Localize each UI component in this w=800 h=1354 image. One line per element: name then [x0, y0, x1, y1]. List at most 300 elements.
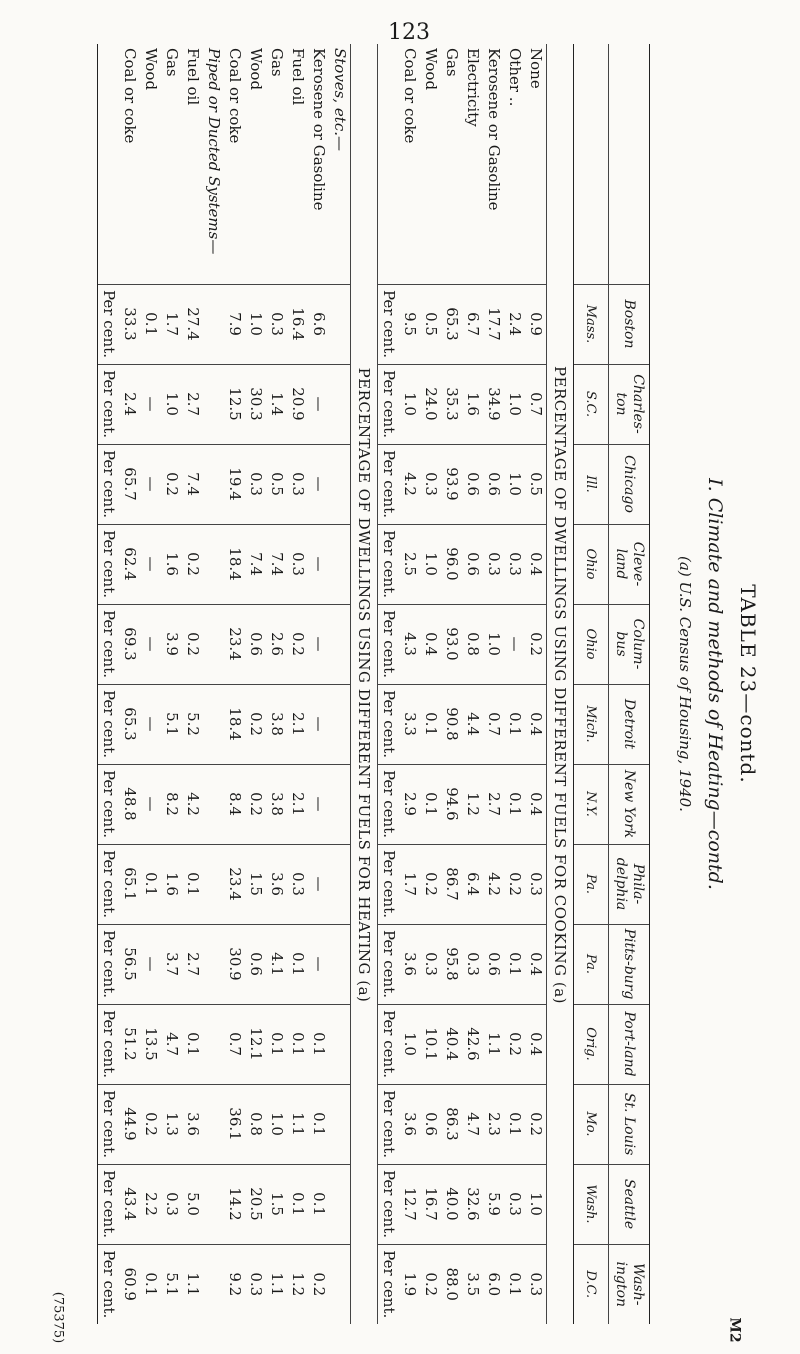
- table-cell: 3.8: [266, 764, 287, 844]
- table-cell: Per cent.: [378, 524, 400, 604]
- table-cell: 2.1: [287, 684, 308, 764]
- table-cell: 48.8: [119, 764, 140, 844]
- row-label: Other ..: [506, 48, 524, 107]
- table-cell: 1.1: [182, 1244, 203, 1324]
- column-header-state: Ohio: [574, 604, 609, 684]
- table-cell: Per cent.: [98, 1244, 120, 1324]
- table-cell: 23.4: [224, 844, 245, 924]
- table-cell: 4.4: [462, 684, 483, 764]
- table-cell: 0.5: [266, 444, 287, 524]
- column-header-state: Ill.: [574, 444, 609, 524]
- row-label: [378, 44, 400, 284]
- table-cell: 0.7: [224, 1004, 245, 1084]
- table-cell: Per cent.: [98, 1004, 120, 1084]
- table-cell: 0.1: [420, 684, 441, 764]
- table-cell: —: [140, 364, 161, 444]
- table-cell: 23.4: [224, 604, 245, 684]
- table-cell: 0.3: [483, 524, 504, 604]
- row-label: Kerosene or Gasoline: [485, 48, 503, 211]
- table-cell: 0.4: [525, 764, 547, 844]
- table-cell: 4.3: [399, 604, 420, 684]
- margin-mark: M2: [726, 1317, 743, 1343]
- table-cell: 5.1: [161, 1244, 182, 1324]
- table-cell: 1.5: [266, 1164, 287, 1244]
- table-cell: Per cent.: [98, 764, 120, 844]
- table-cell: 0.2: [420, 844, 441, 924]
- table-row: [119, 44, 140, 1324]
- table-cell: 1.1: [266, 1244, 287, 1324]
- table-cell: 0.4: [525, 684, 547, 764]
- row-label: Coal or coke: [226, 48, 244, 144]
- table-cell: 96.0: [441, 524, 462, 604]
- group-label: Stoves, etc.—: [331, 48, 349, 151]
- row-label: Kerosene or Gasoline: [310, 48, 328, 211]
- table-cell: 2.6: [266, 604, 287, 684]
- table-cell: —: [308, 604, 329, 684]
- table-cell: 1.7: [161, 284, 182, 364]
- column-header-region: Detroit: [609, 684, 650, 764]
- table-cell: 0.3: [245, 1244, 266, 1324]
- table-cell: 86.3: [441, 1084, 462, 1164]
- table-cell: 0.9: [525, 284, 547, 364]
- table-cell: 27.4: [182, 284, 203, 364]
- table-cell: 60.9: [119, 1244, 140, 1324]
- section-row: [547, 44, 574, 1324]
- table-row: [525, 44, 547, 1324]
- table-subtitle: I. Climate and methods of Heating—contd.: [704, 478, 726, 890]
- table-cell: 0.3: [245, 444, 266, 524]
- table-cell: 4.2: [399, 444, 420, 524]
- table-cell: 65.3: [119, 684, 140, 764]
- table-cell: Per cent.: [98, 364, 120, 444]
- table-row: [245, 44, 266, 1324]
- table-cell: 36.1: [224, 1084, 245, 1164]
- row-label: Gas: [443, 48, 461, 77]
- table-cell: —: [308, 444, 329, 524]
- column-header-state: Mich.: [574, 684, 609, 764]
- table-cell: 0.2: [525, 604, 547, 684]
- column-header-state: D.C.: [574, 1244, 609, 1324]
- table-cell: 1.1: [483, 1004, 504, 1084]
- table-cell: 1.1: [287, 1084, 308, 1164]
- job-number: (75375): [50, 1291, 66, 1344]
- table-cell: 0.2: [504, 1004, 525, 1084]
- table-cell: 7.4: [182, 444, 203, 524]
- table-cell: 0.1: [287, 1004, 308, 1084]
- row-label: Gas: [268, 48, 286, 77]
- table-cell: 90.8: [441, 684, 462, 764]
- table-cell: 0.1: [308, 1164, 329, 1244]
- table-cell: —: [140, 764, 161, 844]
- table-cell: 0.2: [161, 444, 182, 524]
- column-header-region: Colum-bus: [609, 604, 650, 684]
- empty-cell: [203, 524, 224, 604]
- table-cell: 0.3: [462, 924, 483, 1004]
- table-cell: 0.6: [462, 524, 483, 604]
- table-cell: 18.4: [224, 684, 245, 764]
- table-cell: —: [504, 604, 525, 684]
- table-cell: Per cent.: [98, 444, 120, 524]
- section-title: PERCENTAGE OF DWELLINGS USING DIFFERENT FUELS FOR COOKING (a): [547, 44, 574, 1324]
- table-cell: 0.2: [287, 604, 308, 684]
- table-row: [182, 44, 203, 1324]
- table-cell: 1.0: [483, 604, 504, 684]
- empty-cell: [203, 1004, 224, 1084]
- table-cell: 24.0: [420, 364, 441, 444]
- table-cell: 9.5: [399, 284, 420, 364]
- table-cell: —: [308, 764, 329, 844]
- table-cell: 56.5: [119, 924, 140, 1004]
- table-cell: 0.8: [462, 604, 483, 684]
- table-cell: 0.4: [525, 1004, 547, 1084]
- table-cell: 16.4: [287, 284, 308, 364]
- table-cell: 40.4: [441, 1004, 462, 1084]
- column-header-state: Ohio: [574, 524, 609, 604]
- table-cell: 3.5: [462, 1244, 483, 1324]
- table-cell: 0.5: [525, 444, 547, 524]
- table-cell: 12.1: [245, 1004, 266, 1084]
- table-cell: 32.6: [462, 1164, 483, 1244]
- table-cell: Per cent.: [378, 764, 400, 844]
- table-cell: 3.8: [266, 684, 287, 764]
- table-row: [441, 44, 462, 1324]
- table-cell: Per cent.: [98, 924, 120, 1004]
- table-cell: 5.1: [161, 684, 182, 764]
- table-cell: 7.9: [224, 284, 245, 364]
- table-cell: 2.4: [504, 284, 525, 364]
- table-cell: 0.2: [525, 1084, 547, 1164]
- table-cell: 9.2: [224, 1244, 245, 1324]
- column-header-region: Chicago: [609, 444, 650, 524]
- empty-cell: [329, 444, 351, 524]
- table-cell: 0.1: [504, 684, 525, 764]
- table-cell: 3.6: [399, 924, 420, 1004]
- table-cell: 51.2: [119, 1004, 140, 1084]
- table-cell: 0.4: [525, 924, 547, 1004]
- table-cell: 0.6: [483, 444, 504, 524]
- table-row: [287, 44, 308, 1324]
- column-header-state: Mo.: [574, 1084, 609, 1164]
- table-cell: 0.3: [525, 1244, 547, 1324]
- group-label: Piped or Ducted Systems—: [205, 48, 223, 255]
- table-cell: 2.7: [483, 764, 504, 844]
- table-row: [483, 44, 504, 1324]
- table-cell: —: [140, 524, 161, 604]
- table-cell: —: [308, 684, 329, 764]
- table-cell: 7.4: [245, 524, 266, 604]
- table-cell: 0.4: [525, 524, 547, 604]
- table-cell: 4.2: [182, 764, 203, 844]
- table-row: [161, 44, 182, 1324]
- table-cell: 0.1: [504, 764, 525, 844]
- table-cell: 3.6: [399, 1084, 420, 1164]
- table-cell: 0.7: [483, 684, 504, 764]
- table-cell: 3.6: [182, 1084, 203, 1164]
- empty-cell: [203, 444, 224, 524]
- table-cell: 0.6: [420, 1084, 441, 1164]
- table-cell: 1.4: [266, 364, 287, 444]
- table-cell: 0.6: [483, 924, 504, 1004]
- table-cell: 8.4: [224, 764, 245, 844]
- table-cell: 0.2: [182, 524, 203, 604]
- table-cell: 8.2: [161, 764, 182, 844]
- table-header: [574, 44, 650, 1324]
- table-cell: 3.3: [399, 684, 420, 764]
- table-cell: Per cent.: [378, 924, 400, 1004]
- table-cell: 1.6: [161, 524, 182, 604]
- empty-cell: [203, 924, 224, 1004]
- table-cell: 6.7: [462, 284, 483, 364]
- row-label: Wood: [142, 48, 160, 91]
- table-cell: 0.3: [504, 1164, 525, 1244]
- table-cell: 0.1: [140, 1244, 161, 1324]
- table-cell: Per cent.: [378, 1244, 400, 1324]
- table-cell: 42.6: [462, 1004, 483, 1084]
- row-label: Gas: [163, 48, 181, 77]
- table-cell: 0.5: [420, 284, 441, 364]
- column-header-region: Cleve-land: [609, 524, 650, 604]
- table-cell: 93.9: [441, 444, 462, 524]
- table-cell: 0.1: [140, 284, 161, 364]
- table-cell: 2.9: [399, 764, 420, 844]
- data-table: [97, 44, 650, 1324]
- table-cell: 33.3: [119, 284, 140, 364]
- table-cell: Per cent.: [378, 684, 400, 764]
- table-cell: Per cent.: [378, 844, 400, 924]
- table-cell: 95.8: [441, 924, 462, 1004]
- table-cell: 0.2: [182, 604, 203, 684]
- column-header-state: Mass.: [574, 284, 609, 364]
- column-header-region: New York: [609, 764, 650, 844]
- empty-cell: [329, 1244, 351, 1324]
- row-label: Fuel oil: [289, 48, 307, 106]
- column-header-region: Seattle: [609, 1164, 650, 1244]
- table-cell: 5.9: [483, 1164, 504, 1244]
- table-title: TABLE 23—contd.: [736, 584, 760, 784]
- table-cell: Per cent.: [378, 364, 400, 444]
- row-label: Coal or coke: [401, 48, 419, 144]
- table-cell: 1.5: [245, 844, 266, 924]
- table-cell: 0.3: [161, 1164, 182, 1244]
- table-cell: 0.1: [504, 1084, 525, 1164]
- row-label: Wood: [247, 48, 265, 91]
- empty-cell: [329, 604, 351, 684]
- table-cell: Per cent.: [98, 1084, 120, 1164]
- empty-cell: [329, 924, 351, 1004]
- table-row: [224, 44, 245, 1324]
- table-cell: Per cent.: [98, 284, 120, 364]
- empty-cell: [203, 1084, 224, 1164]
- table-cell: Per cent.: [378, 1084, 400, 1164]
- table-cell: 0.1: [504, 1244, 525, 1324]
- column-header-region: Charles-ton: [609, 364, 650, 444]
- column-header-region: St. Louis: [609, 1084, 650, 1164]
- column-header-region: Port-land: [609, 1004, 650, 1084]
- table-row: [399, 44, 420, 1324]
- table-cell: 86.7: [441, 844, 462, 924]
- table-cell: 0.4: [420, 604, 441, 684]
- table-cell: 0.3: [420, 444, 441, 524]
- table-cell: 0.3: [504, 524, 525, 604]
- section-row: [351, 44, 378, 1324]
- table-cell: —: [308, 924, 329, 1004]
- empty-cell: [203, 1164, 224, 1244]
- empty-cell: [329, 524, 351, 604]
- table-cell: 1.6: [161, 844, 182, 924]
- table-cell: 1.0: [266, 1084, 287, 1164]
- column-header-region: Phila-delphia: [609, 844, 650, 924]
- table-cell: Per cent.: [98, 684, 120, 764]
- table-cell: —: [308, 524, 329, 604]
- table-cell: 44.9: [119, 1084, 140, 1164]
- table-cell: 17.7: [483, 284, 504, 364]
- table-cell: 0.3: [287, 844, 308, 924]
- table-cell: 1.7: [399, 844, 420, 924]
- empty-cell: [203, 364, 224, 444]
- column-header-state: Pa.: [574, 844, 609, 924]
- table-cell: 4.2: [483, 844, 504, 924]
- table-cell: 0.1: [182, 1004, 203, 1084]
- table-cell: Per cent.: [378, 1004, 400, 1084]
- table-cell: 0.6: [245, 604, 266, 684]
- table-cell: 3.7: [161, 924, 182, 1004]
- table-cell: 5.0: [182, 1164, 203, 1244]
- column-header-region: Wash-ington: [609, 1244, 650, 1324]
- table-cell: 1.0: [504, 364, 525, 444]
- table-row: [98, 44, 120, 1324]
- table-cell: 93.0: [441, 604, 462, 684]
- table-cell: 0.1: [266, 1004, 287, 1084]
- table-cell: 0.1: [308, 1084, 329, 1164]
- empty-cell: [203, 284, 224, 364]
- table-cell: 0.3: [266, 284, 287, 364]
- table-cell: 0.1: [308, 1004, 329, 1084]
- table-row: [140, 44, 161, 1324]
- empty-cell: [203, 844, 224, 924]
- table-cell: Per cent.: [98, 604, 120, 684]
- table-cell: 0.2: [245, 684, 266, 764]
- table-row: [266, 44, 287, 1324]
- table-cell: 20.5: [245, 1164, 266, 1244]
- table-cell: —: [308, 364, 329, 444]
- empty-cell: [203, 764, 224, 844]
- page-number: 123: [388, 20, 430, 45]
- table-cell: 1.2: [287, 1244, 308, 1324]
- table-cell: 0.1: [504, 924, 525, 1004]
- header-corner: [574, 44, 609, 284]
- row-label: None: [527, 48, 545, 89]
- table-cell: 0.3: [287, 524, 308, 604]
- column-header-region: Pitts-burg: [609, 924, 650, 1004]
- table-cell: 0.7: [525, 364, 547, 444]
- table-cell: 12.7: [399, 1164, 420, 1244]
- table-cell: 10.1: [420, 1004, 441, 1084]
- table-cell: 0.1: [140, 844, 161, 924]
- group-row: [203, 44, 224, 1324]
- row-label: Wood: [422, 48, 440, 91]
- empty-cell: [329, 1084, 351, 1164]
- table-cell: 0.1: [420, 764, 441, 844]
- table-cell: 40.0: [441, 1164, 462, 1244]
- table-cell: Per cent.: [98, 844, 120, 924]
- empty-cell: [329, 844, 351, 924]
- table-cell: 35.3: [441, 364, 462, 444]
- table-cell: 1.0: [399, 1004, 420, 1084]
- table-cell: 0.2: [420, 1244, 441, 1324]
- table-cell: 1.9: [399, 1244, 420, 1324]
- table-cell: 65.3: [441, 284, 462, 364]
- table-cell: 0.1: [287, 1164, 308, 1244]
- empty-cell: [203, 1244, 224, 1324]
- table-cell: 1.6: [462, 364, 483, 444]
- table-cell: 30.9: [224, 924, 245, 1004]
- table-cell: 2.3: [483, 1084, 504, 1164]
- table-cell: 4.7: [462, 1084, 483, 1164]
- table-cell: 1.3: [161, 1084, 182, 1164]
- table-cell: —: [140, 444, 161, 524]
- table-cell: 1.2: [462, 764, 483, 844]
- table-cell: 1.0: [399, 364, 420, 444]
- table-cell: 13.5: [140, 1004, 161, 1084]
- empty-cell: [329, 684, 351, 764]
- table-cell: 1.0: [161, 364, 182, 444]
- table-cell: 2.5: [399, 524, 420, 604]
- table-cell: 1.0: [525, 1164, 547, 1244]
- table-cell: 1.0: [504, 444, 525, 524]
- table-cell: 18.4: [224, 524, 245, 604]
- table-cell: 0.3: [287, 444, 308, 524]
- table-row: [308, 44, 329, 1324]
- table-cell: Per cent.: [98, 524, 120, 604]
- column-header-state: S.C.: [574, 364, 609, 444]
- section-title: PERCENTAGE OF DWELLINGS USING DIFFERENT FUELS FOR HEATING (a): [351, 44, 378, 1324]
- table-cell: Per cent.: [378, 284, 400, 364]
- table-cell: Per cent.: [378, 444, 400, 524]
- table-cell: 6.4: [462, 844, 483, 924]
- table-cell: 0.2: [308, 1244, 329, 1324]
- table-row: [378, 44, 400, 1324]
- source-note: (a) U.S. Census of Housing, 1940.: [676, 556, 694, 812]
- table-cell: 69.3: [119, 604, 140, 684]
- row-label: Fuel oil: [184, 48, 202, 106]
- table-cell: 0.1: [287, 924, 308, 1004]
- row-label: Electricity: [464, 48, 482, 127]
- table-cell: 12.5: [224, 364, 245, 444]
- table-cell: 5.2: [182, 684, 203, 764]
- table-cell: 0.2: [504, 844, 525, 924]
- table-cell: —: [308, 844, 329, 924]
- table-cell: 1.0: [245, 284, 266, 364]
- empty-cell: [203, 604, 224, 684]
- table-cell: 4.7: [161, 1004, 182, 1084]
- group-row: [329, 44, 351, 1324]
- table-cell: —: [140, 684, 161, 764]
- column-header-state: Orig.: [574, 1004, 609, 1084]
- column-header-state: Pa.: [574, 924, 609, 1004]
- table-cell: —: [140, 604, 161, 684]
- table-cell: 0.8: [245, 1084, 266, 1164]
- table-cell: 0.1: [182, 844, 203, 924]
- table-cell: 6.0: [483, 1244, 504, 1324]
- table-cell: 14.2: [224, 1164, 245, 1244]
- table-cell: 19.4: [224, 444, 245, 524]
- table-cell: 2.2: [140, 1164, 161, 1244]
- table-cell: Per cent.: [378, 604, 400, 684]
- table-body: [98, 44, 574, 1324]
- table-cell: —: [140, 924, 161, 1004]
- rotated-table-page: [40, 44, 760, 1324]
- table-cell: 1.0: [420, 524, 441, 604]
